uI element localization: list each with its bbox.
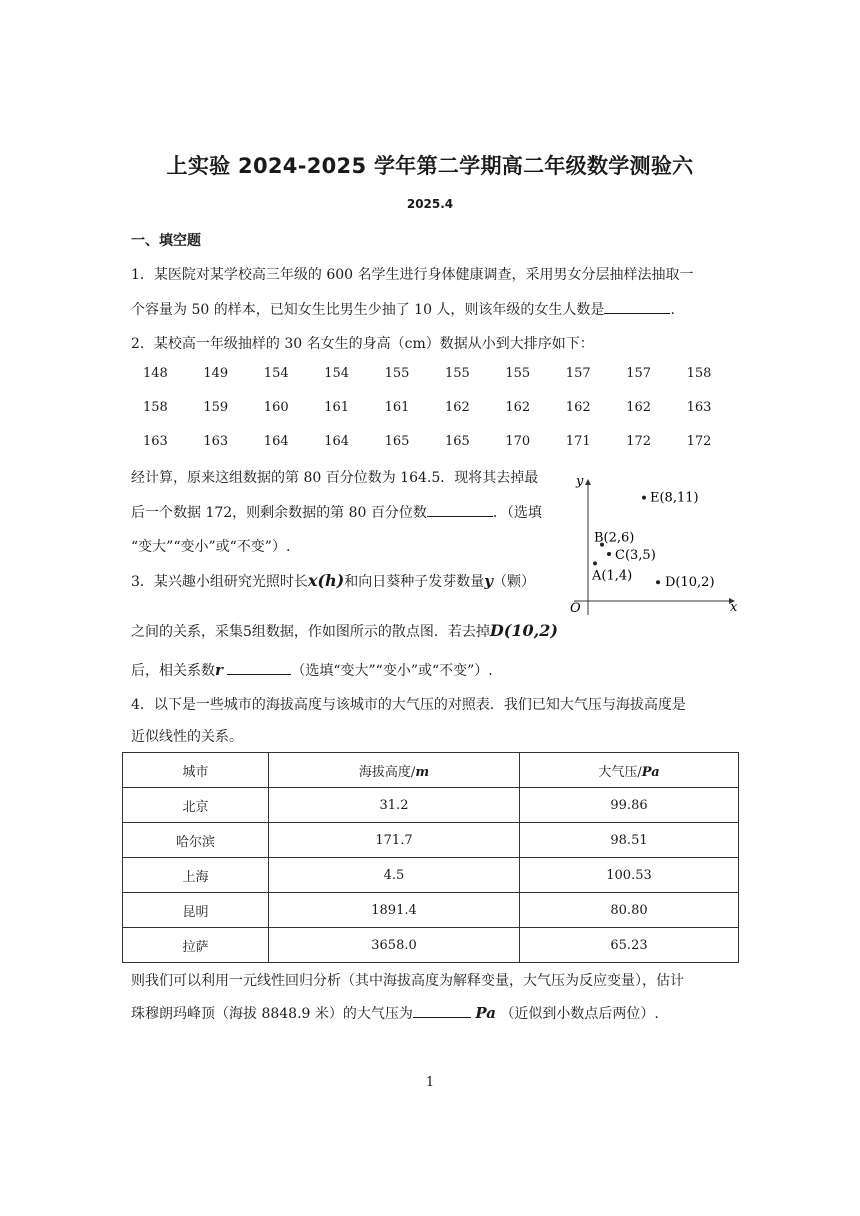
table-cell: 上海 bbox=[123, 858, 269, 893]
q4-after-text: 珠穆朗玛峰顶（海拔 8848.9 米）的大气压为 bbox=[131, 1006, 413, 1022]
q4-after-text-end: （近似到小数点后两位）. bbox=[500, 1006, 659, 1022]
table-cell: 拉萨 bbox=[123, 928, 269, 963]
data-cell: 154 bbox=[324, 366, 350, 381]
scatter-points bbox=[591, 491, 715, 591]
q2-after-line3: “变大”“变小”或“不变”）. bbox=[131, 539, 291, 555]
scatter-point bbox=[656, 580, 660, 584]
scatter-point bbox=[607, 552, 611, 556]
q4-answer-blank[interactable] bbox=[413, 1003, 471, 1018]
data-cell: 165 bbox=[384, 434, 410, 449]
header-city: 城市 bbox=[123, 753, 269, 788]
q3-answer-blank[interactable] bbox=[227, 660, 291, 675]
q1-line2-end: . bbox=[670, 302, 675, 318]
scatter-point-label: B(2,6) bbox=[594, 530, 635, 546]
scatter-plot bbox=[568, 472, 746, 618]
scatter-point bbox=[642, 496, 646, 500]
data-cell: 160 bbox=[263, 400, 289, 415]
q4-unit: Pa bbox=[475, 1004, 496, 1022]
table-cell: 3658.0 bbox=[269, 928, 520, 963]
q2-answer-blank[interactable] bbox=[427, 502, 493, 517]
data-cell: 170 bbox=[505, 434, 531, 449]
q3-var-x: x(h) bbox=[307, 571, 345, 590]
q2-after-text: 后一个数据 172，则剩余数据的第 80 百分位数 bbox=[131, 505, 427, 521]
table-cell: 4.5 bbox=[269, 858, 520, 893]
table-cell: 31.2 bbox=[269, 788, 520, 823]
q3-text-e: 后，相关系数 bbox=[131, 663, 215, 679]
data-cell: 171 bbox=[565, 434, 591, 449]
data-cell: 155 bbox=[505, 366, 531, 381]
q1-line2-text: 个容量为 50 的样本，已知女生比男生少抽了 10 人，则该年级的女生人数是 bbox=[131, 302, 605, 318]
table-row bbox=[123, 858, 739, 893]
scatter-point-label: D(10,2) bbox=[665, 575, 715, 591]
data-cell: 148 bbox=[143, 366, 168, 381]
table-cell: 80.80 bbox=[520, 893, 739, 928]
section-heading: 一、填空题 bbox=[131, 233, 201, 249]
scatter-point-label: A(1,4) bbox=[592, 568, 633, 584]
data-cell: 164 bbox=[263, 434, 289, 449]
altitude-pressure-table bbox=[122, 752, 739, 963]
data-cell: 161 bbox=[384, 400, 410, 415]
data-cell: 158 bbox=[143, 400, 168, 415]
page-number: 1 bbox=[425, 1075, 435, 1090]
q2-after-line1: 经计算，原来这组数据的第 80 百分位数为 164.5．现将其去掉最 bbox=[131, 470, 539, 486]
q3-line2 bbox=[131, 621, 558, 641]
data-cell: 161 bbox=[324, 400, 350, 415]
q3-var-y: y bbox=[484, 572, 493, 590]
exam-date: 2025.4 bbox=[406, 197, 454, 211]
data-cell: 157 bbox=[565, 366, 591, 381]
q3-text-f: （选填“变大”“变小”或“不变”）. bbox=[291, 663, 493, 679]
q3-var-d: D(10,2) bbox=[489, 621, 558, 640]
q2-after-line2 bbox=[131, 502, 542, 522]
data-cell: 157 bbox=[626, 366, 652, 381]
table-cell: 哈尔滨 bbox=[123, 823, 269, 858]
data-cell: 162 bbox=[626, 400, 652, 415]
table-cell: 171.7 bbox=[269, 823, 520, 858]
table-row bbox=[123, 788, 739, 823]
table-row bbox=[123, 928, 739, 963]
q3-text-a: 3．某兴趣小组研究光照时长 bbox=[131, 574, 308, 590]
data-cell: 154 bbox=[263, 366, 289, 381]
q2-after-text-end: ．（选填 bbox=[492, 505, 542, 521]
table-cell: 北京 bbox=[123, 788, 269, 823]
scatter-point-label: E(8,11) bbox=[650, 490, 699, 506]
q4-after-line2 bbox=[131, 1003, 659, 1023]
q1-line1: 1．某医院对某学校高三年级的 600 名学生进行身体健康调查，采用男女分层抽样法抽取一 bbox=[131, 267, 694, 283]
data-cell: 162 bbox=[505, 400, 531, 415]
data-cell: 162 bbox=[445, 400, 470, 415]
table-cell: 99.86 bbox=[520, 788, 739, 823]
data-cell: 172 bbox=[626, 434, 652, 449]
table-row bbox=[123, 823, 739, 858]
data-cell: 164 bbox=[324, 434, 350, 449]
q3-var-r: r bbox=[215, 661, 223, 679]
origin-label: O bbox=[570, 601, 581, 616]
scatter-point bbox=[593, 561, 597, 565]
data-cell: 149 bbox=[203, 366, 229, 381]
table-cell: 100.53 bbox=[520, 858, 739, 893]
table-cell: 98.51 bbox=[520, 823, 739, 858]
header-pressure: 大气压/Pa bbox=[520, 753, 739, 788]
data-cell: 163 bbox=[143, 434, 168, 449]
q4-after-line1: 则我们可以利用一元线性回归分析（其中海拔高度为解释变量，大气压为反应变量），估计 bbox=[131, 973, 684, 989]
data-cell: 158 bbox=[686, 366, 712, 381]
y-axis-label: y bbox=[576, 474, 584, 489]
data-cell: 162 bbox=[565, 400, 591, 415]
x-axis-label: x bbox=[730, 600, 738, 615]
page-title: 上实验 2024-2025 学年第二学期高二年级数学测验六 bbox=[166, 154, 694, 178]
q3-text-b: 和向日葵种子发芽数量 bbox=[344, 574, 485, 590]
data-cell: 163 bbox=[686, 400, 712, 415]
data-cell: 163 bbox=[203, 434, 229, 449]
q2-line1: 2．某校高一年级抽样的 30 名女生的身高（cm）数据从小到大排序如下： bbox=[131, 336, 594, 352]
data-cell: 155 bbox=[445, 366, 470, 381]
header-altitude: 海拔高度/m bbox=[269, 753, 520, 788]
data-cell: 155 bbox=[384, 366, 410, 381]
table-cell: 昆明 bbox=[123, 893, 269, 928]
table-header-row bbox=[123, 753, 739, 788]
scatter-point-label: C(3,5) bbox=[615, 548, 656, 563]
q3-line3 bbox=[131, 660, 493, 680]
q1-answer-blank[interactable] bbox=[604, 299, 670, 314]
q1-line2 bbox=[131, 299, 675, 319]
q4-line2: 近似线性的关系。 bbox=[131, 729, 243, 745]
table-cell: 1891.4 bbox=[269, 893, 520, 928]
q3-line1 bbox=[131, 571, 535, 591]
data-cell: 172 bbox=[686, 434, 712, 449]
table-row bbox=[123, 893, 739, 928]
q4-line1: 4．以下是一些城市的海拔高度与该城市的大气压的对照表．我们已知大气压与海拔高度是 bbox=[131, 697, 686, 713]
q3-text-d: 之间的关系，采集5组数据，作如图所示的散点图．若去掉 bbox=[131, 624, 490, 640]
data-cell: 159 bbox=[203, 400, 229, 415]
table-cell: 65.23 bbox=[520, 928, 739, 963]
data-cell: 165 bbox=[445, 434, 470, 449]
q3-text-c: （颗） bbox=[492, 574, 535, 590]
